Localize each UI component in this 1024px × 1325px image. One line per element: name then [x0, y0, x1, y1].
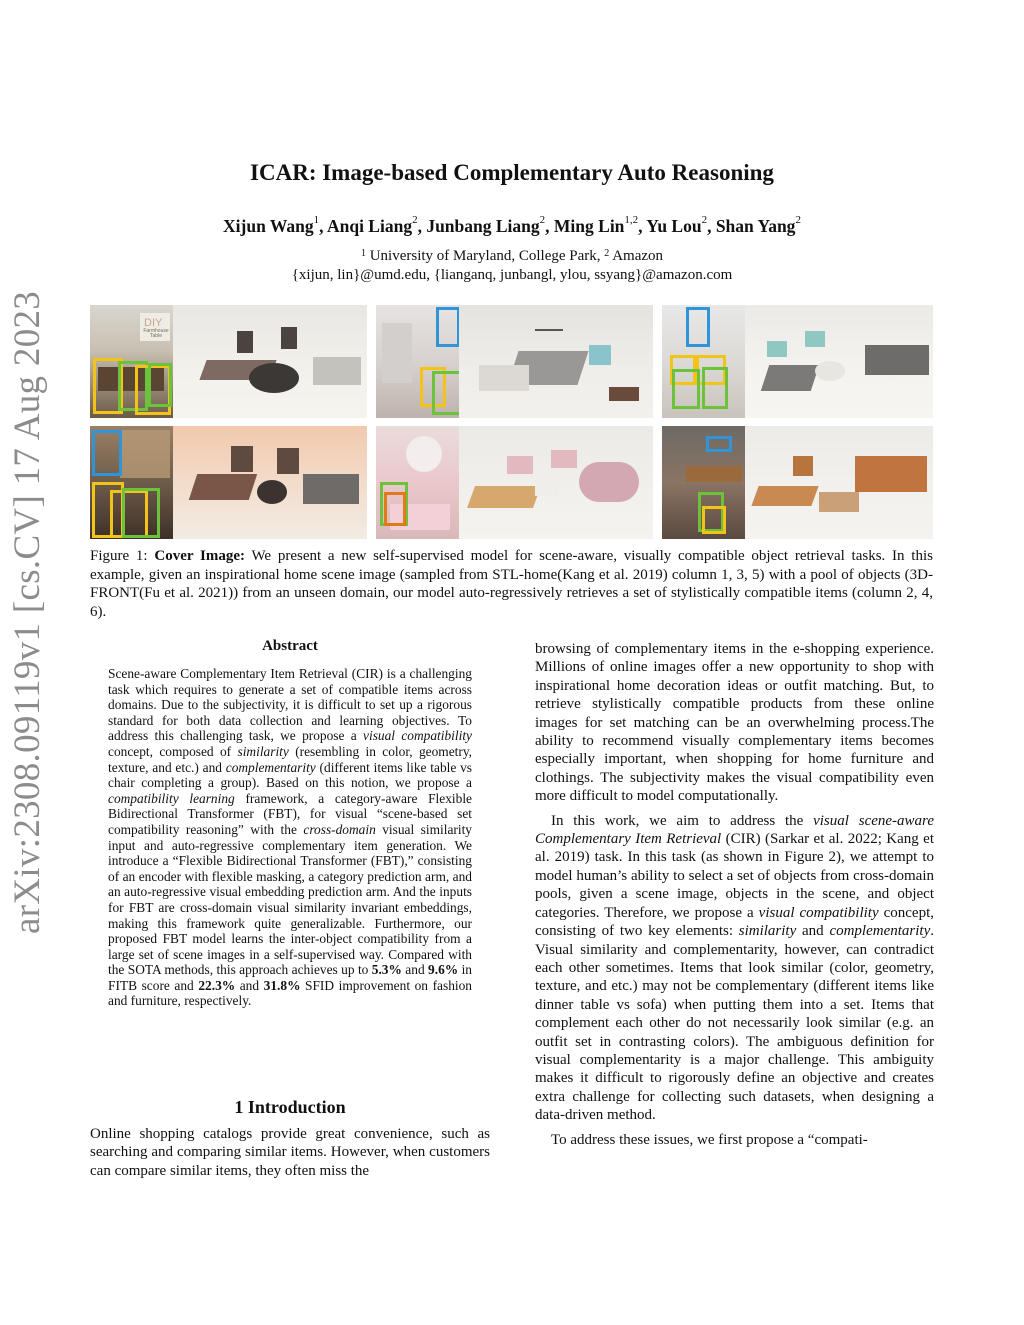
affil-mark: 2: [604, 248, 610, 259]
figure-1: [90, 305, 933, 539]
cabinet: [382, 323, 412, 383]
diy-label: DIY: [144, 317, 163, 329]
scene-photo: [662, 305, 745, 418]
chair: [277, 448, 299, 474]
para-text: (CIR) (Sarkar et al. 2022; Kang et al. 2019) task. In this task (as shown in Figure 2), we attempt to model human’s ability to select a set of objects from cross-domain pools, given a scene image, objects in the scene, and object categories. Therefore, we propose a: [535, 831, 934, 921]
abstract-bold: 5.3%: [371, 962, 402, 978]
sofa: [855, 456, 927, 492]
sofa: [303, 474, 359, 504]
scene-photo: [662, 426, 745, 539]
abstract-text: visual similarity input and auto-regressive complementary item generation. We introduce a “Flexible Bidirectional Transformer (FBT),” consisting of an encoder with flexible masking, a category prediction arm, and an auto-regressive visual embedding prediction arm. And the inputs for FBT are cross-domain visual similarity invariant embeddings, making this framework quite generalizable. Furthermore, our proposed FBT model learns the inter-object compatibility from a large set of scene images in a self-supervised way. Compared with the SOTA methods, this approach achieves up to: [108, 821, 472, 978]
abstract-italic: visual compatibility: [363, 728, 472, 744]
author-affil-mark: 2: [701, 214, 708, 226]
figure-panel: [90, 426, 367, 539]
armchair: [793, 456, 813, 476]
author-name: Junbang Liang: [426, 216, 540, 236]
para-text: concept, consisting of two key elements:: [535, 904, 935, 940]
author-affil-mark: 1,2: [624, 214, 639, 226]
chair: [231, 446, 253, 472]
affil-institution: Amazon: [612, 248, 664, 264]
author-affil-mark: 2: [795, 214, 801, 226]
intro-paragraph: browsing of complementary items in the e-shopping experience. Millions of online images offer a new opportunity to shop with inspirational home decoration ideas or outfit matching. But, to retrieve stylistically compatible products from these online images for set matching can be an overwhelming process.The ability to recommend visually complementary items becomes especially important, when shopping for home furniture and clothings. The subjectivity makes the visual compatibility even more difficult to model computationally.: [535, 641, 934, 805]
bbox-blue: [436, 307, 460, 347]
bbox-green: [432, 371, 462, 415]
para-text: and: [796, 923, 830, 940]
author-emails: {xijun, lin}@umd.edu, {lianganq, junbangl, ylou, ssyang}@amazon.com: [291, 267, 733, 283]
para-text: . Visual similarity and complementarity, however, can contradict each other sometimes. Items that look similar (color, geometry, texture, and etc.) may not be complementary (different items like dinner table vs sofa) when putting them into a set. Items that complement each other do not necessarily look similar (e.g. an outfit set in contrasting colors). The ambiguous definition for visual complementarity is a major challenge. This ambiguity makes it difficult to rigorously define an objective and creates extra challenge for collecting such datasets, when designing a data-driven method.: [535, 923, 934, 1124]
figure-panel: [662, 305, 933, 418]
sideboard: [761, 365, 819, 391]
abstract-text: in FITB score and: [108, 962, 473, 993]
abstract-italic: complementarity: [225, 759, 316, 775]
coffee-table: [819, 492, 859, 512]
para-italic: similarity: [738, 923, 797, 940]
bbox-green: [672, 369, 700, 409]
bbox-green: [122, 488, 160, 538]
abstract-text: framework, a category-aware Flexible Bidirectional Transformer (FBT), for visual “scene-based set compatibility reasoning” with the: [108, 790, 472, 837]
sofa: [579, 462, 639, 502]
scene-photo: [376, 305, 459, 418]
abstract-text: and: [401, 962, 429, 978]
figure-caption: [90, 547, 933, 621]
abstract-heading: Abstract: [262, 638, 318, 654]
author-name: Anqi Liang: [326, 216, 413, 236]
abstract-body: [108, 666, 472, 1009]
retrieved-render: [745, 426, 933, 539]
author-name: Ming Lin: [553, 216, 625, 236]
wall-decor: [406, 436, 442, 472]
figure-panel: [376, 426, 653, 539]
abstract-text: concept, composed of: [108, 743, 238, 759]
bbox-orange: [384, 492, 406, 526]
sideboard: [751, 486, 818, 506]
para-italic: visual compatibility: [758, 904, 879, 921]
figure-panel: [662, 426, 933, 539]
abstract-italic: compatibility learning: [108, 790, 235, 806]
author-affil-mark: 2: [539, 214, 546, 226]
bbox-blue: [92, 430, 122, 476]
intro-paragraph: [535, 812, 934, 1125]
paper-title: ICAR: Image-based Complementary Auto Reasoning: [250, 160, 774, 185]
bbox-green: [702, 367, 728, 409]
sofa: [313, 357, 361, 385]
chair: [237, 331, 253, 353]
author-name: Xijun Wang: [223, 216, 314, 236]
chair: [767, 341, 787, 357]
sofa: [865, 345, 929, 375]
author-name: Shan Yang: [715, 216, 796, 236]
chair: [507, 456, 533, 474]
sideboard: [467, 486, 541, 508]
author-affil-mark: 1: [313, 214, 320, 226]
retrieved-render: [459, 426, 653, 539]
abstract-text: (different items like table vs chair completing a group). Based on this notion, we propose a: [108, 759, 472, 791]
caption-text: We present a new self-supervised model for scene-aware, visually compatible object retrieval tasks. In this example, given an inspirational home scene image (sampled from STL-home(Kang et al. 2019) column 1, 3, 5) with a pool of objects (3D-FRONT(Fu et al. 2021)) from an unseen domain, our model auto-regressively retrieves a set of stylistically compatible items (column 2, 4, 6).: [90, 548, 933, 620]
para-text: In this work, we aim to address the: [551, 812, 814, 829]
coffee-table: [535, 478, 559, 496]
bbox-yellow: [702, 506, 726, 534]
wall-art: [120, 430, 170, 478]
abstract-text: SFID improvement on fashion and furniture, respectively.: [108, 977, 472, 1009]
author-list: Xijun Wang$^1$, Anqi Liang$^2$, Junbang Liang$^2$, Ming Lin$^{1,2}$, Yu Lou$^2$, Shan Yang$^2$: [223, 214, 801, 236]
intro-paragraph: Online shopping catalogs provide great convenience, such as searching and comparing similar items. However, when customers can compare similar items, they often miss the: [90, 1126, 490, 1179]
sideboard: [189, 474, 257, 500]
figure-panel: [90, 305, 367, 418]
intro-paragraph: To address these issues, we first propose a “compati-: [551, 1131, 868, 1148]
chair: [805, 331, 825, 347]
author-affil-mark: 2: [412, 214, 418, 226]
author-name: Yu Lou: [646, 216, 702, 236]
round-table: [249, 363, 299, 393]
scene-photo: [90, 305, 173, 418]
retrieved-render: [173, 305, 367, 418]
para-italic: visual scene-aware Complementary Item Retrieval: [535, 812, 934, 848]
caption-bold: Cover Image:: [154, 548, 245, 564]
side-table: [609, 387, 639, 401]
chair: [551, 450, 577, 468]
round-table: [257, 480, 287, 504]
figure-panel: [376, 305, 653, 418]
sofa: [479, 365, 529, 391]
abstract-italic: cross-domain: [303, 821, 376, 837]
retrieved-render: [745, 305, 933, 418]
right-column: [535, 640, 934, 1155]
armchair: [589, 345, 611, 365]
para-italic: complementarity: [829, 923, 931, 940]
bbox-green: [148, 363, 172, 407]
bbox-blue: [686, 307, 710, 347]
abstract-bold: 22.3%: [198, 977, 236, 993]
caption-prefix: Figure 1:: [90, 548, 155, 564]
bbox-blue: [706, 436, 732, 452]
diy-sublabel: Farmhouse Table: [143, 328, 169, 339]
abstract-text: Scene-aware Complementary Item Retrieval (CIR) is a challenging task which requires to generate a set of compatible items across domains. Due to the subjectivity, it is difficult to set up a rigorous standard for both data collection and learning objectives. To address this challenging task, we propose a: [108, 666, 472, 744]
round-table: [815, 361, 845, 381]
arxiv-stamp: [0, 0, 60, 1325]
scene-photo: [90, 426, 173, 539]
affiliations: [0, 248, 1024, 265]
abstract-bold: 31.8%: [263, 977, 301, 993]
chair: [281, 327, 297, 349]
scene-photo: [376, 426, 459, 539]
abstract-bold: 9.6%: [428, 962, 459, 978]
abstract-text: and: [235, 977, 264, 993]
retrieved-render: [459, 305, 653, 418]
abstract-italic: similarity: [237, 743, 289, 759]
affil-institution: University of Maryland, College Park,: [369, 248, 601, 264]
affil-mark: 1: [360, 248, 366, 259]
section-heading-introduction: 1 Introduction: [234, 1097, 346, 1117]
chandelier: [535, 311, 563, 331]
retrieved-render: [173, 426, 367, 539]
arxiv-identifier: arXiv:2308.09119v1 [cs.CV] 17 Aug 2023: [7, 290, 48, 934]
abstract-text: (resembling in color, geometry, texture, and etc.) and: [108, 743, 472, 775]
shelf: [686, 466, 742, 482]
